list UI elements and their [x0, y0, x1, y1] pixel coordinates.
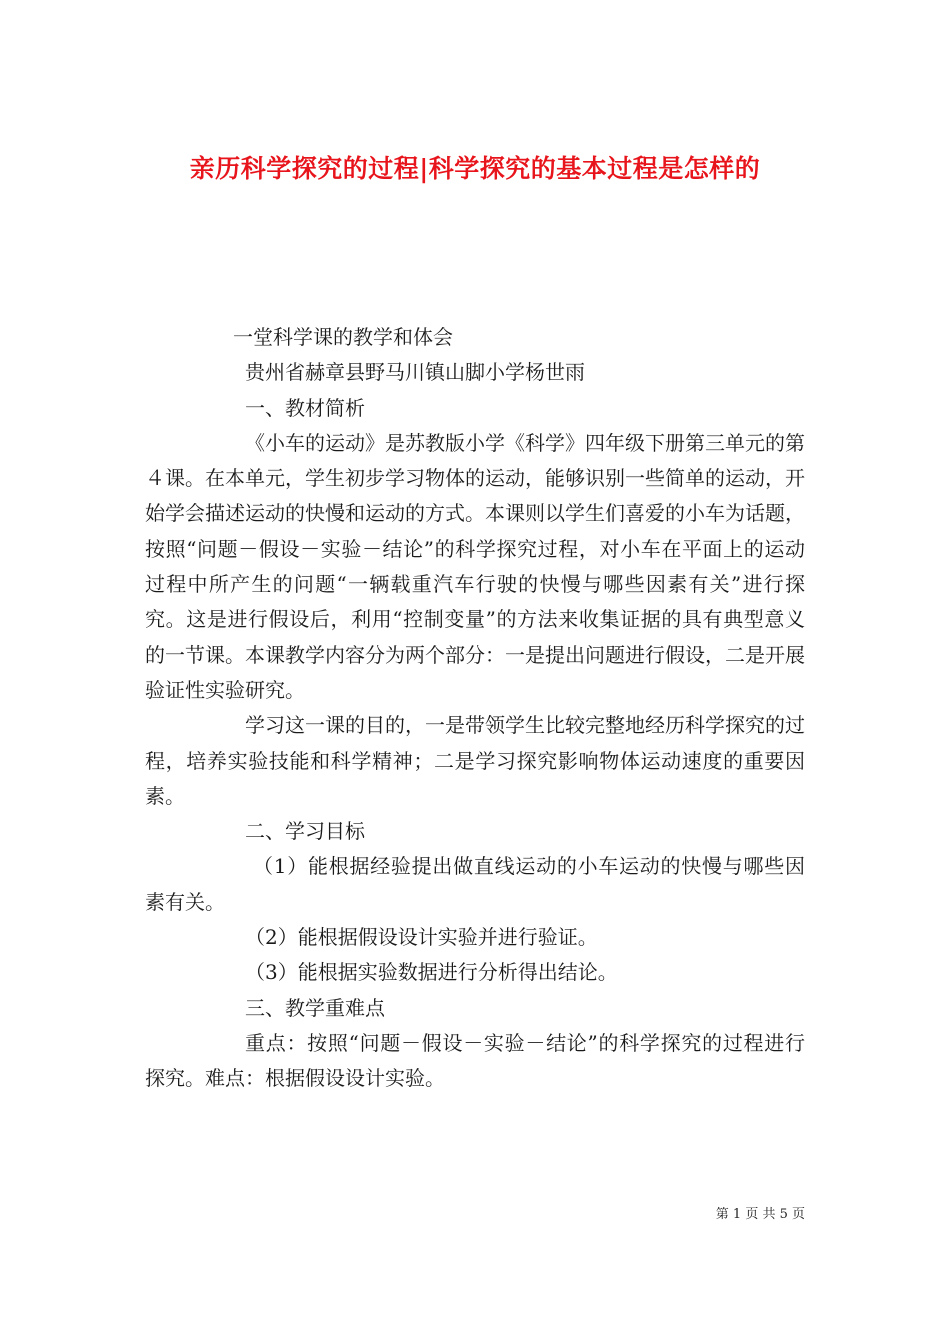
objective-2: （2）能根据假设设计实验并进行验证。	[245, 925, 598, 950]
objective-1: （1）能根据经验提出做直线运动的小车运动的快慢与哪些因素有关。	[145, 854, 805, 914]
author-line: 贵州省赫章县野马川镇山脚小学杨世雨	[245, 360, 585, 385]
objective-3: （3）能根据实验数据进行分析得出结论。	[245, 960, 618, 985]
section-heading-3: 三、教学重难点	[245, 995, 385, 1020]
section-heading-1: 一、教材简析	[245, 395, 365, 420]
document-body	[145, 320, 805, 1097]
subtitle: 一堂科学课的教学和体会	[233, 325, 453, 349]
section-heading-2: 二、学习目标	[245, 819, 365, 844]
paragraph-3: 重点：按照“问题－假设－实验－结论”的科学探究的过程进行探究。难点：根据假设设计实验。	[145, 1030, 805, 1091]
paragraph-2: 学习这一课的目的，一是带领学生比较完整地经历科学探究的过程，培养实验技能和科学精神；二是学习探究影响物体运动速度的重要因素。	[145, 713, 805, 808]
page-number: 第 1 页 共 5 页	[715, 1207, 805, 1222]
document-title: 亲历科学探究的过程|科学探究的基本过程是怎样的	[189, 153, 761, 183]
paragraph-1: 《小车的运动》是苏教版小学《科学》四年级下册第三单元的第４课。在本单元，学生初步学习物体的运动，能够识别一些简单的运动，开始学会描述运动的快慢和运动的方式。本课则以学生们喜爱的小车为话题，按照“问题－假设－实验－结论”的科学探究过程，对小车在平面上的运动过程中所产生的问题“一辆载重汽车行驶的快慢与哪些因素有关”进行探究。这是进行假设后，利用“控制变量”的方法来收集证据的具有典型意义的一节课。本课教学内容分为两个部分：一是提出问题进行假设，二是开展验证性实验研究。	[145, 430, 805, 702]
